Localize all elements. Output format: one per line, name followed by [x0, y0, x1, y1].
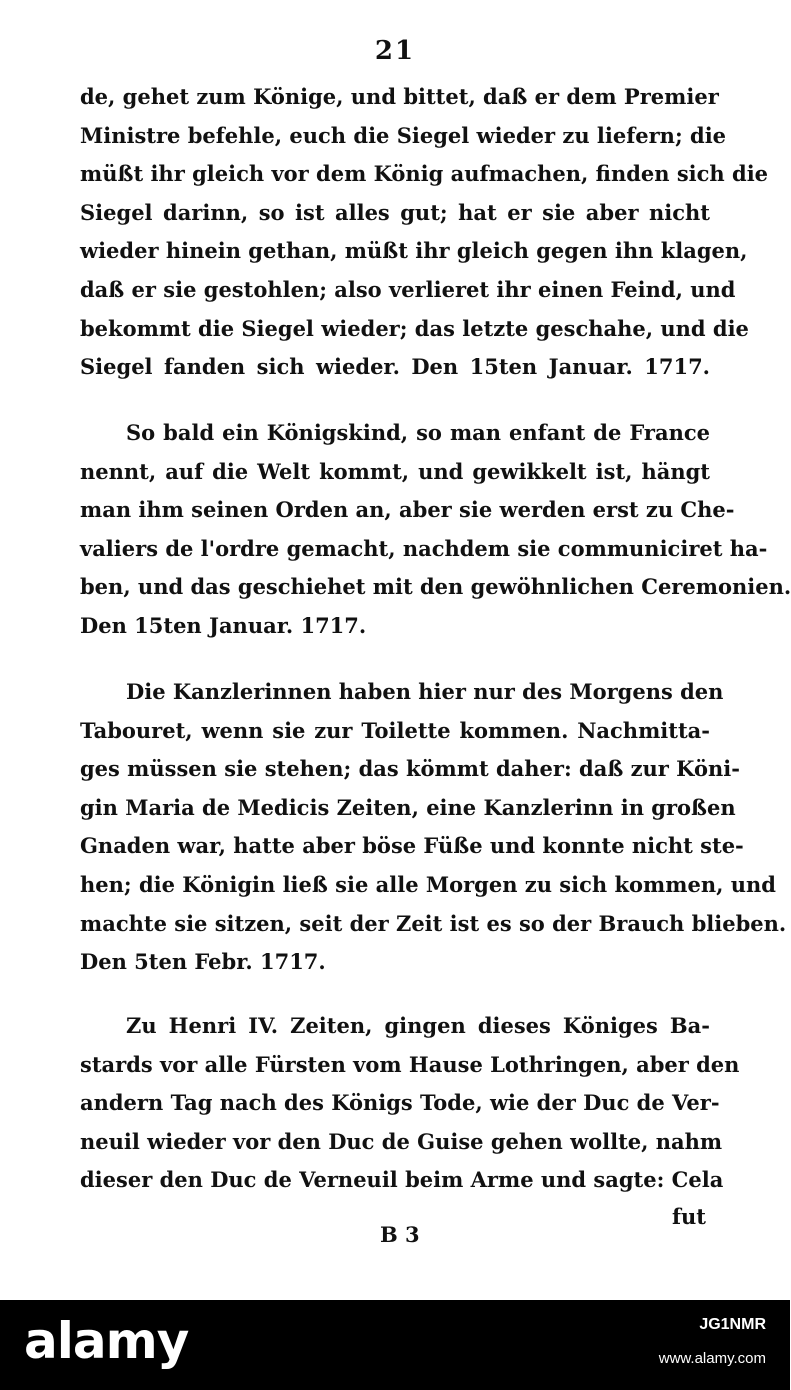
- text-line: stards vor alle Fürsten vom Hause Lothringen, aber den: [80, 1051, 740, 1077]
- paragraph-1: [80, 78, 769, 387]
- text-line: de, gehet zum Könige, und bittet, daß er dem Premier: [80, 84, 719, 109]
- text-line: dieser den Duc de Verneuil beim Arme und sagte: Cela: [80, 1167, 724, 1193]
- text-line: man ihm seinen Orden an, aber sie werden erst zu Che-: [80, 497, 735, 523]
- text-line: Die Kanzlerinnen haben hier nur des Morgens den: [126, 679, 724, 704]
- text-line: Den 5ten Febr. 1717.: [80, 949, 326, 975]
- text-line: Ministre befehle, euch die Siegel wieder zu liefern; die: [80, 122, 727, 148]
- brand-logo: alamy: [24, 1312, 189, 1370]
- paragraph-3: [80, 673, 787, 982]
- text-line: Zu Henri IV. Zeiten, gingen dieses Königes Ba-: [126, 1013, 710, 1038]
- page-number: 21: [374, 36, 416, 66]
- text-line: Den 15ten Januar. 1717.: [80, 612, 367, 638]
- stock-id: JG1NMR: [699, 1316, 766, 1333]
- text-line: Tabouret, wenn sie zur Toilette kommen. Nachmitta-: [80, 717, 710, 743]
- text-line: wieder hinein gethan, müßt ihr gleich gegen ihn klagen,: [80, 238, 748, 264]
- watermark-banner: [0, 1300, 790, 1390]
- text-line: neuil wieder vor den Duc de Guise gehen wollte, nahm: [80, 1128, 723, 1154]
- catchword: fut: [672, 1204, 707, 1229]
- text-line: hen; die Königin ließ sie alle Morgen zu sich kommen, und: [80, 871, 776, 897]
- text-line: nennt, auf die Welt kommt, und gewikkelt ist, hängt: [80, 458, 710, 484]
- text-line: Siegel darinn, so ist alles gut; hat er sie aber nicht: [80, 199, 710, 225]
- text-line: Siegel fanden sich wieder. Den 15ten Januar. 1717.: [80, 354, 710, 380]
- stock-url: www.alamy.com: [658, 1350, 766, 1367]
- text-line: valiers de l'ordre gemacht, nachdem sie communiciret ha-: [80, 535, 768, 561]
- text-line: müßt ihr gleich vor dem König aufmachen, finden sich die: [80, 161, 769, 187]
- text-line: Gnaden war, hatte aber böse Füße und konnte nicht ste-: [80, 833, 744, 859]
- signature-mark: B 3: [380, 1222, 420, 1247]
- text-line: So bald ein Königskind, so man enfant de France: [126, 420, 710, 445]
- paragraph-4: [80, 1007, 740, 1200]
- paragraph-2: [80, 414, 791, 646]
- text-line: machte sie sitzen, seit der Zeit ist es so der Brauch blieben.: [80, 910, 787, 936]
- text-line: daß er sie gestohlen; also verlieret ihr einen Feind, und: [80, 276, 736, 302]
- text-line: ben, und das geschiehet mit den gewöhnlichen Ceremonien.: [80, 574, 791, 600]
- text-line: andern Tag nach des Königs Tode, wie der Duc de Ver-: [80, 1090, 720, 1116]
- text-line: gin Maria de Medicis Zeiten, eine Kanzlerinn in großen: [80, 794, 736, 820]
- text-line: ges müssen sie stehen; das kömmt daher: daß zur Köni-: [80, 756, 740, 782]
- text-line: bekommt die Siegel wieder; das letzte geschahe, und die: [80, 315, 749, 341]
